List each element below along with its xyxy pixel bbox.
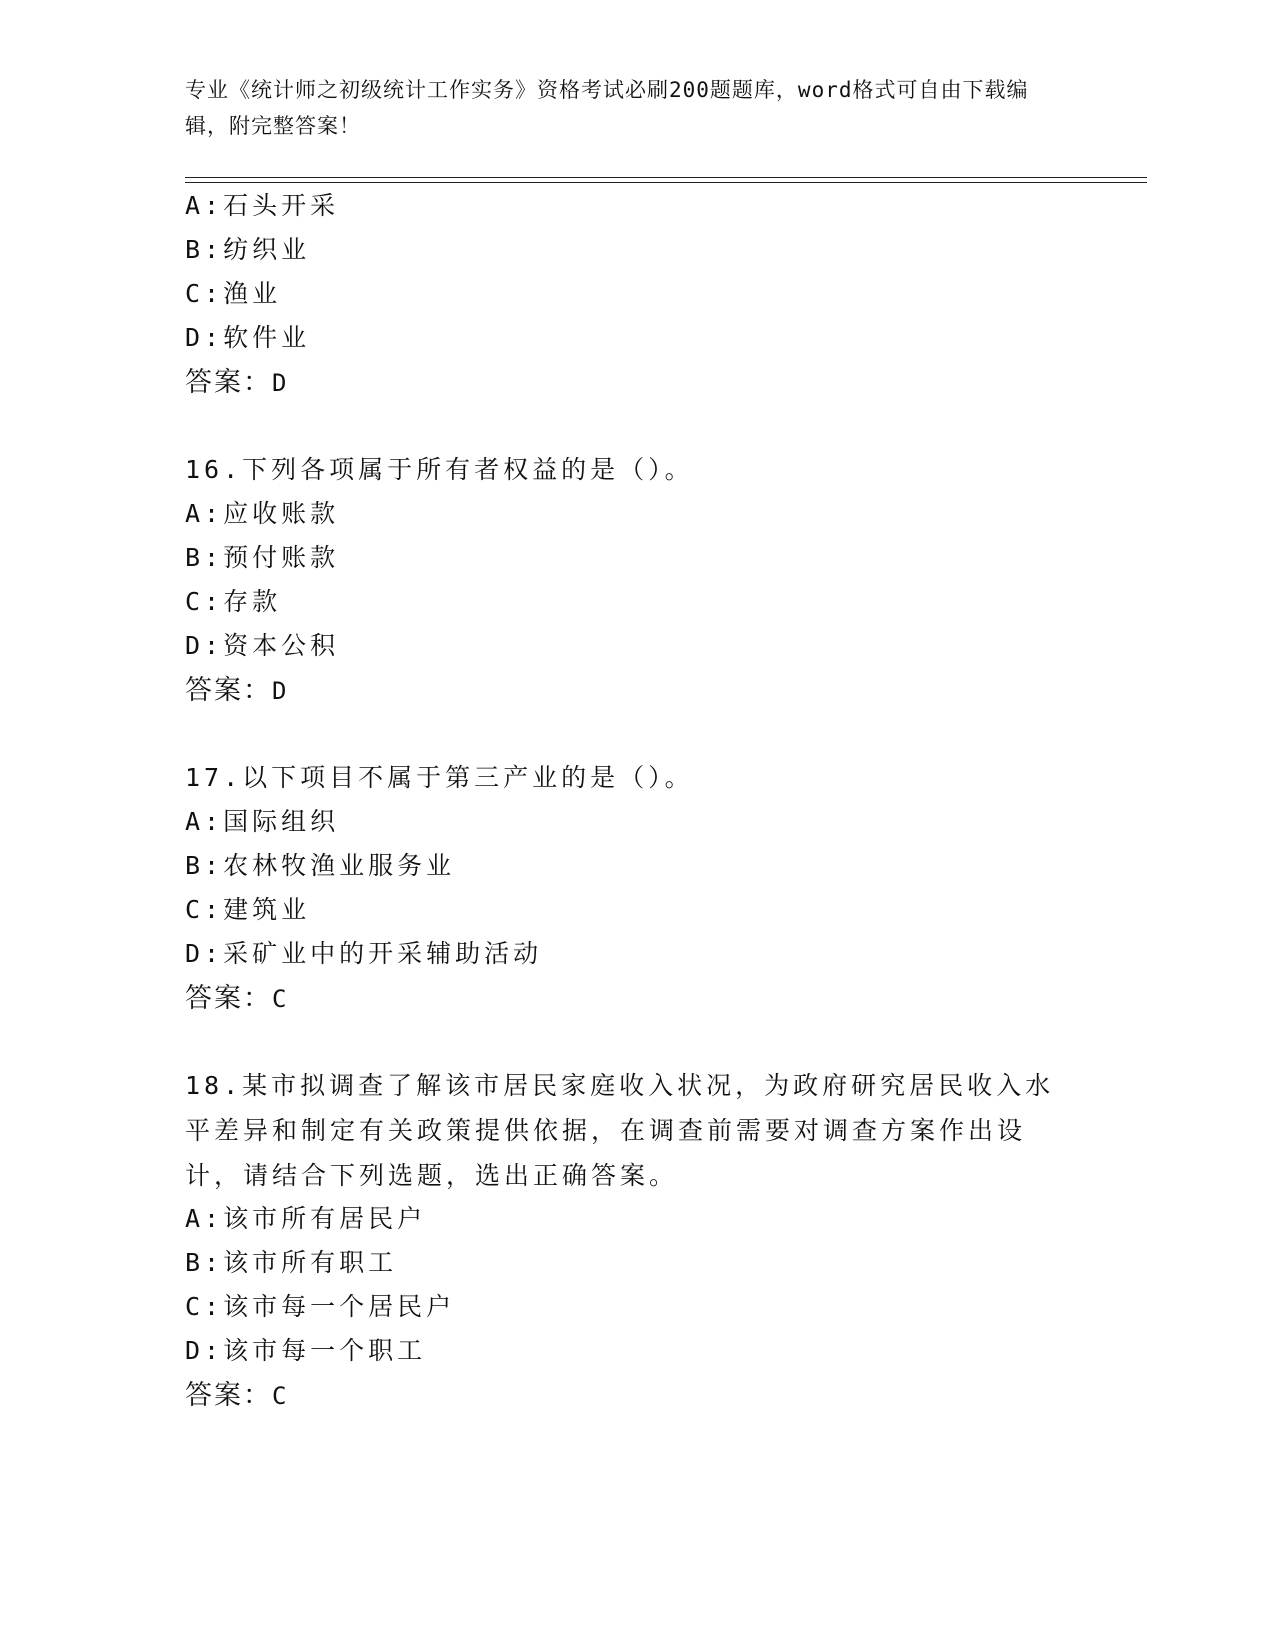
option-text: 该市每一个职工 [223, 1336, 427, 1365]
answer-label: 答案： [185, 675, 272, 706]
answer-label: 答案： [185, 367, 272, 398]
answer-label: 答案： [185, 1380, 272, 1411]
option-a [185, 190, 339, 222]
option-b [185, 1247, 397, 1279]
option-a [185, 806, 339, 838]
answer-line [185, 983, 286, 1015]
option-c [185, 1291, 455, 1323]
option-label: D: [185, 323, 224, 352]
option-d [185, 1335, 426, 1367]
question-stem: 16.下列各项属于所有者权益的是（）。 [185, 455, 694, 484]
option-text: 石头开采 [223, 191, 340, 220]
option-label: C: [185, 279, 224, 308]
option-text: 渔业 [223, 279, 282, 308]
option-label: C: [185, 587, 224, 616]
option-label: B: [185, 1248, 224, 1277]
option-label: A: [185, 191, 224, 220]
header-divider-top [185, 177, 1147, 178]
option-label: D: [185, 631, 224, 660]
header-divider-bottom [185, 182, 1147, 183]
option-text: 该市所有居民户 [223, 1204, 427, 1233]
option-text: 资本公积 [223, 631, 340, 660]
option-a [185, 1203, 426, 1235]
answer-line [185, 675, 286, 707]
option-text: 预付账款 [223, 543, 340, 572]
option-text: 国际组织 [223, 807, 340, 836]
option-a [185, 498, 339, 530]
document-header: 专业《统计师之初级统计工作实务》资格考试必刷200题题库，word格式可自由下载编辑，附完整答案！ [185, 78, 1029, 138]
option-b [185, 234, 310, 266]
answer-value: D [272, 677, 287, 705]
option-d [185, 938, 542, 970]
option-text: 采矿业中的开采辅助活动 [223, 939, 543, 968]
option-c [185, 586, 281, 618]
option-text: 该市每一个居民户 [223, 1292, 456, 1321]
option-text: 该市所有职工 [223, 1248, 398, 1277]
answer-value: C [272, 985, 287, 1013]
option-label: B: [185, 235, 224, 264]
option-label: D: [185, 1336, 224, 1365]
option-label: A: [185, 1204, 224, 1233]
option-text: 软件业 [223, 323, 311, 352]
answer-value: D [272, 369, 287, 397]
option-text: 纺织业 [223, 235, 311, 264]
option-label: C: [185, 1292, 224, 1321]
option-label: C: [185, 895, 224, 924]
option-label: A: [185, 499, 224, 528]
option-text: 建筑业 [223, 895, 311, 924]
option-label: D: [185, 939, 224, 968]
option-b [185, 542, 339, 574]
option-c [185, 278, 281, 310]
option-text: 农林牧渔业服务业 [223, 851, 456, 880]
option-c [185, 894, 310, 926]
option-label: B: [185, 851, 224, 880]
option-label: B: [185, 543, 224, 572]
question-stem: 18.某市拟调查了解该市居民家庭收入状况，为政府研究居民收入水平差异和制定有关政策提供依据，在调查前需要对调查方案作出设计，请结合下列选题，选出正确答案。 [185, 1071, 1055, 1190]
answer-line [185, 367, 286, 399]
answer-value: C [272, 1382, 287, 1410]
option-d [185, 322, 310, 354]
answer-line [185, 1380, 286, 1412]
option-b [185, 850, 455, 882]
option-label: A: [185, 807, 224, 836]
option-text: 应收账款 [223, 499, 340, 528]
question-stem: 17.以下项目不属于第三产业的是（）。 [185, 763, 694, 792]
answer-label: 答案： [185, 983, 272, 1014]
option-d [185, 630, 339, 662]
option-text: 存款 [223, 587, 282, 616]
